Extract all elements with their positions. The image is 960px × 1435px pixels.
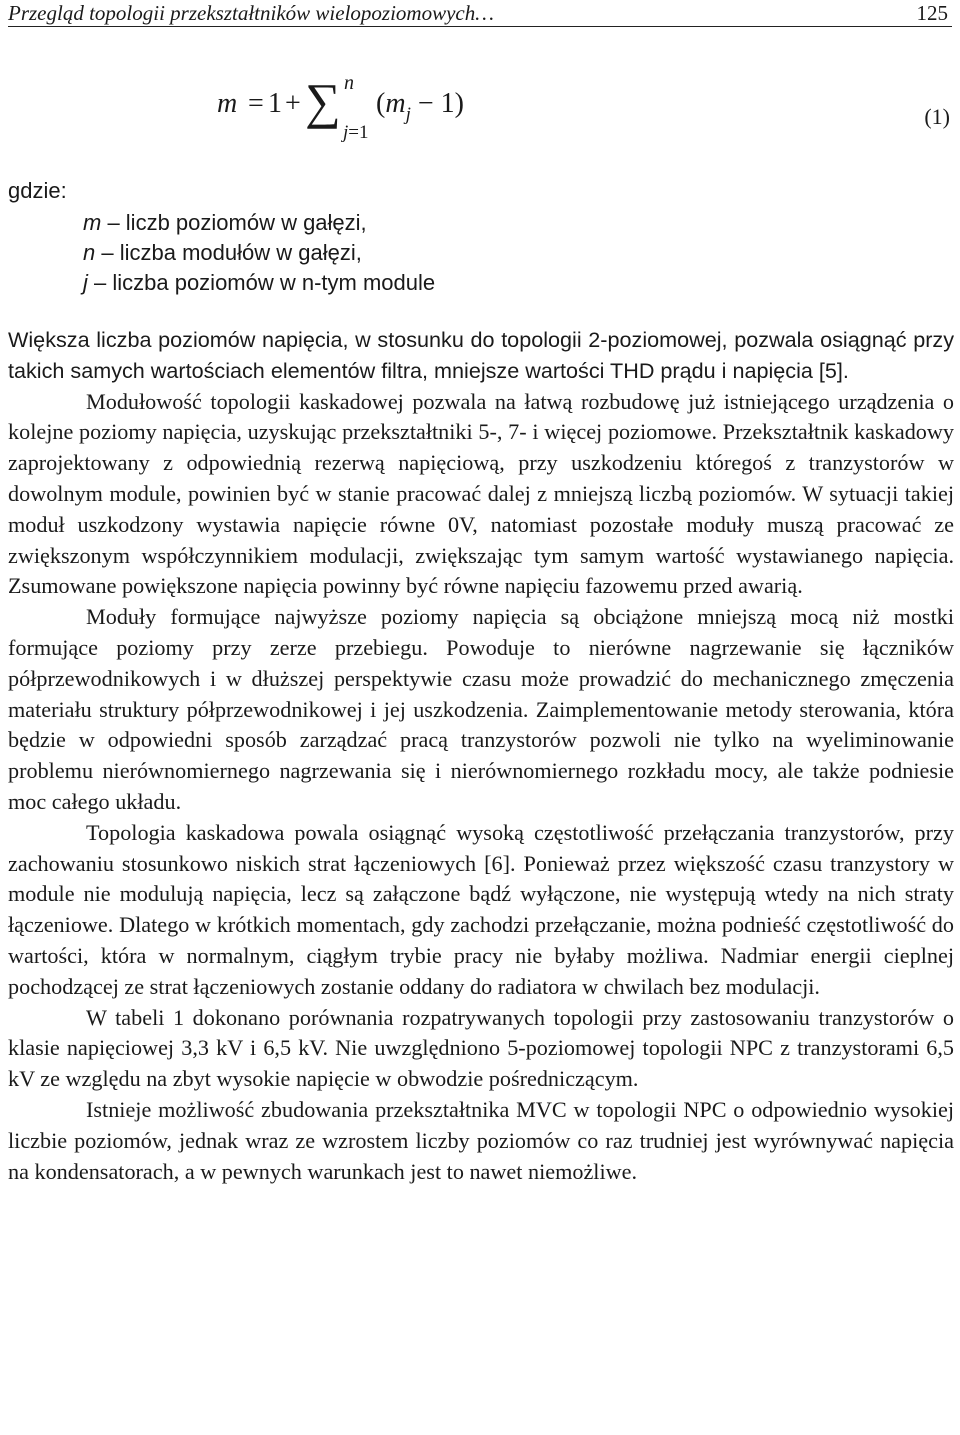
running-header [8, 0, 952, 27]
definition-list [83, 208, 435, 298]
definition-item [83, 208, 435, 238]
definition-symbol: j [83, 270, 88, 295]
equation-equals: = [248, 88, 264, 119]
paragraph: Topologia kaskadowa powala osiągnąć wysoką częstotliwość przełączania tranzystorów, przy zachowaniu stosunkowo niskich strat łączeniowych [6]. Ponieważ przez większość czasu tranzystory w module nie modulują napięcia, lecz są załączone bądź wyłączone, nie występują wtedy na nich straty łączeniowe. Dlatego w krótkich momentach, gdy zachodzi przełączanie, można podnieść częstotliwość do wartości, która w normalnym, ciągłym trybie pracy nie byłaby możliwa. Nadmiar energii cieplnej pochodzącej ze strat łączeniowych zostanie oddany do radiatora w chwilach bez modulacji. [8, 819, 954, 999]
sum-lower-limit [343, 122, 369, 144]
paragraph: Większa liczba poziomów napięcia, w stosunku do topologii 2-poziomowej, pozwala osiągnąć przy takich samych wartościach elementów filtra, mniejsze wartości THD prądu i napięcia [5]. [8, 327, 954, 383]
definition-text: – liczba poziomów w n-tym module [87, 270, 436, 295]
term-var: m [385, 88, 406, 119]
equation-1 [0, 70, 960, 150]
equation-plus: + [285, 88, 301, 119]
body-text [8, 325, 954, 1187]
definition-text: – liczb poziomów w gałęzi, [101, 210, 367, 235]
sum-lower-eq: =1 [348, 122, 369, 143]
where-label: gdzie: [8, 178, 67, 203]
running-title: Przegląd topologii przekształtników wielopoziomowych… [8, 1, 494, 25]
equation-number: (1) [924, 104, 950, 129]
paragraph: Moduły formujące najwyższe poziomy napięcia są obciążone mniejszą mocą niż mostki formujące poziomy przy zerze przebiegu. Powoduje to nierówne nagrzewanie się łączników półprzewodnikowych i w dłuższej perspektywie czasu może prowadzić do mechanicznego zmęczenia materiału struktury półprzewodnikowej i jej uszkodzenia. Zaimplementowanie metody sterowania, która będzie w odpowiedni sposób zarządzać pracą tranzystorów pozwoli nie tylko na wyeliminowanie problemu nierównomiernego nagrzewania się i nierównomiernego rozkładu mocy, ale także podniesie moc całego układu. [8, 604, 954, 814]
definition-text: – liczba modułów w gałęzi, [95, 240, 362, 265]
definition-item [83, 268, 435, 298]
equation-one: 1 [268, 88, 282, 119]
paragraph: Modułowość topologii kaskadowej pozwala na łatwą rozbudowę już istniejącego urządzenia o kolejne poziomy napięcia, uzyskując przekształtniki 5-, 7- i więcej poziomowe. Przekształtnik kaskadowy zaprojektowany z odpowiednią rezerwą napięciową, przy uszkodzeniu któregoś z tranzystorów w dowolnym module, powinien być w stanie pracować dalej z mniejszą liczbą poziomów. W sytuacji takiej moduł uszkodzony wystawia napięcie równe 0V, natomiast pozostałe moduły muszą pracować ze zwiększonym współczynnikiem modulacji, zwiększając tym samym wartość wystawianego napięcia. Zsumowane powiększone napięcia powinny być równe napięciu fazowemu przed awarią. [8, 388, 954, 599]
sum-symbol: ∑ [305, 73, 341, 129]
paragraph: Istnieje możliwość zbudowania przekształtnika MVC w topologii NPC o odpowiednio wysokiej liczbie poziomów, jednak wraz ze wzrostem liczby poziomów co raz trudniej jest wyrównywać napięcia na kondensatorach, a w pewnych warunkach jest to nawet niemożliwe. [8, 1096, 954, 1184]
term-close: ) [454, 88, 464, 119]
term-minus: − 1 [410, 88, 455, 119]
equation-term [376, 88, 464, 126]
sum-lower-var: j [343, 122, 349, 143]
sum-upper-limit: n [344, 72, 354, 94]
equation-lhs: m [217, 88, 238, 119]
term-sub: j [405, 104, 411, 125]
definition-symbol: m [83, 210, 102, 235]
term-open: ( [376, 88, 386, 119]
definition-symbol: n [83, 240, 96, 265]
definition-item [83, 238, 435, 268]
paragraph: W tabeli 1 dokonano porównania rozpatrywanych topologii przy zastosowaniu tranzystorów o klasie napięciowej 3,3 kV i 6,5 kV. Nie uwzględniono 5-poziomowej topologii NPC z tranzystorami 6,5 kV ze względu na zbyt wysokie napięcie w obwodzie pośredniczącym. [8, 1004, 954, 1092]
page-number: 125 [916, 1, 948, 25]
